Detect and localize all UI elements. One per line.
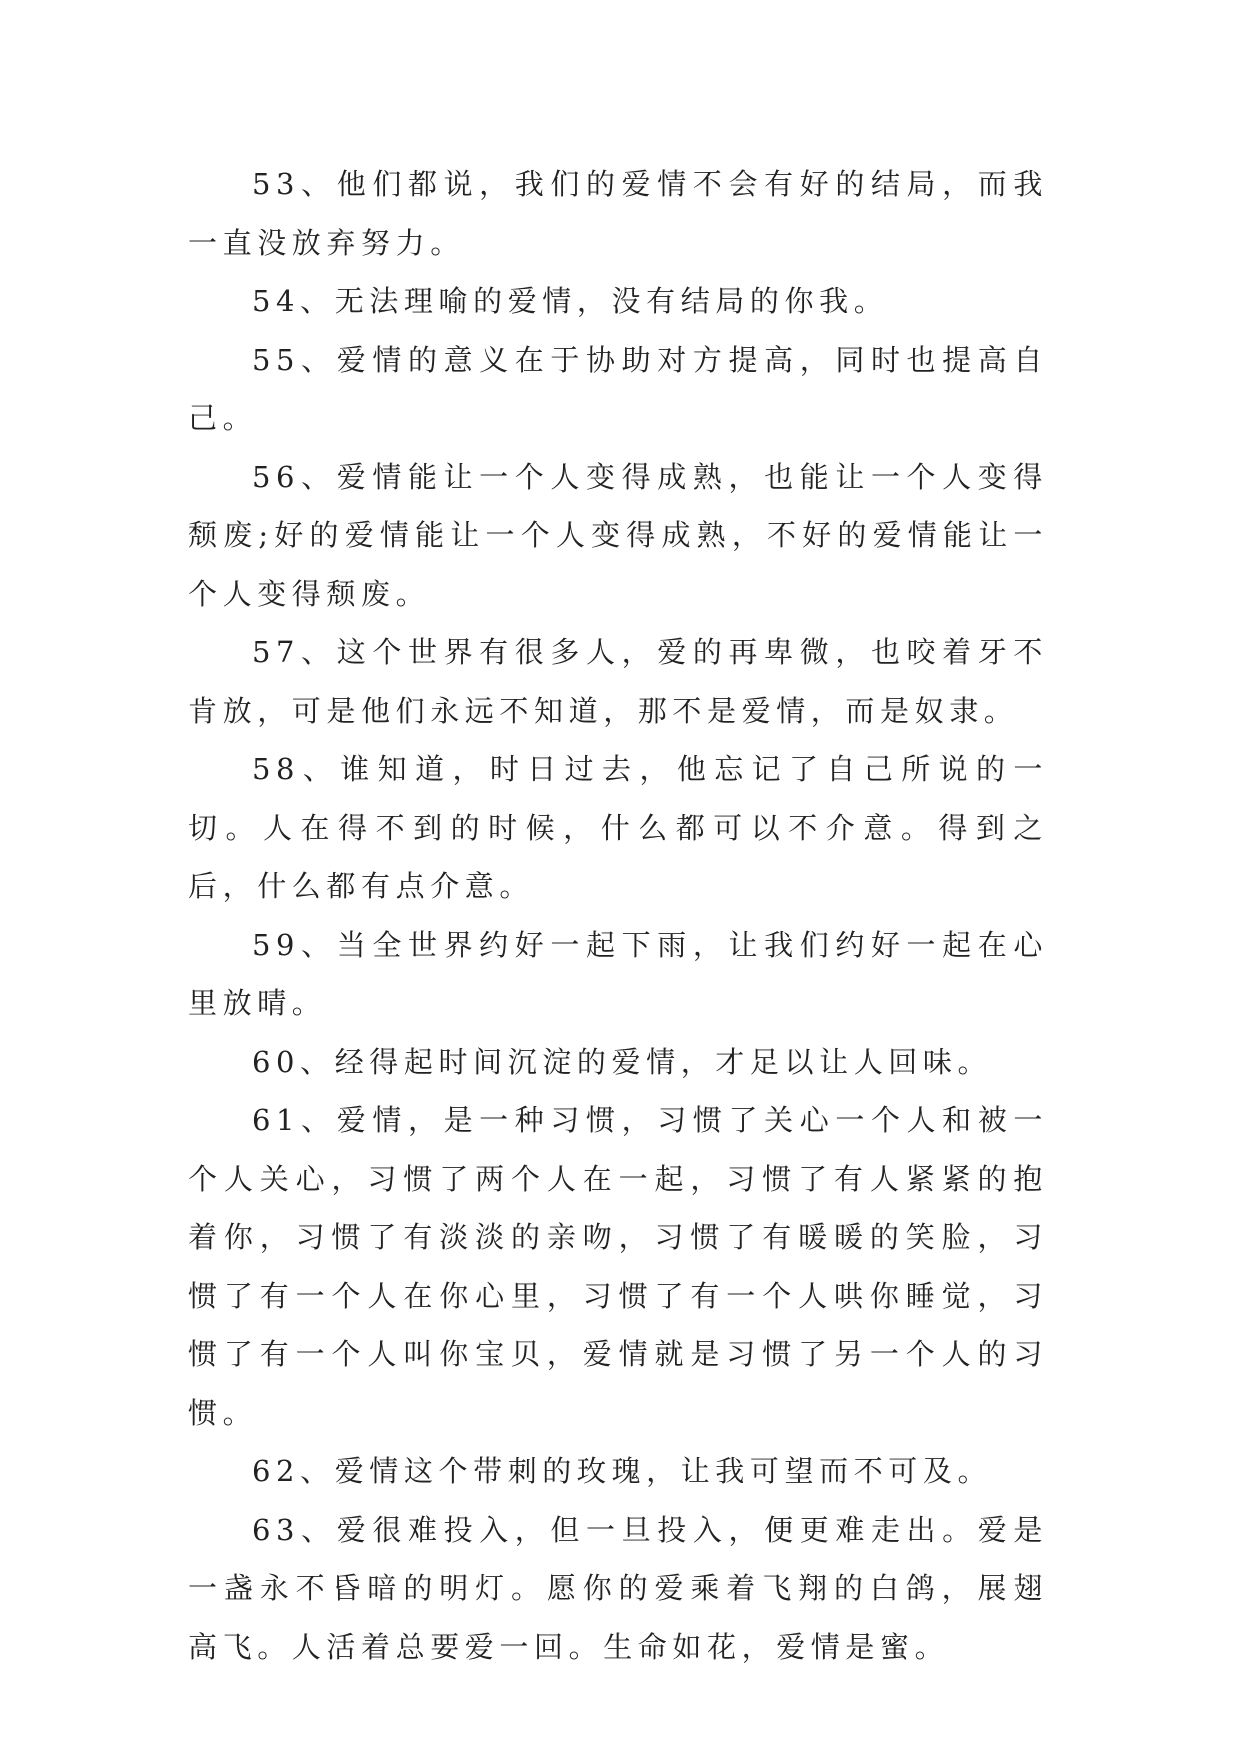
paragraph-61: 61、爱情，是一种习惯，习惯了关心一个人和被一个人关心，习惯了两个人在一起，习惯了有人紧紧的抱着你，习惯了有淡淡的亲吻，习惯了有暖暖的笑脸，习惯了有一个人在你心里，习惯了有一个人哄你睡觉，习惯了有一个人叫你宝贝，爱情就是习惯了另一个人的习惯。 — [188, 1103, 1048, 1430]
paragraph-58: 58、谁知道，时日过去，他忘记了自己所说的一切。人在得不到的时候，什么都可以不介意。得到之后，什么都有点介意。 — [188, 752, 1048, 903]
paragraph-63: 63、爱很难投入，但一旦投入，便更难走出。爱是一盏永不昏暗的明灯。愿你的爱乘着飞翔的白鸽，展翅高飞。人活着总要爱一回。生命如花，爱情是蜜。 — [188, 1512, 1048, 1664]
paragraph-55: 55、爱情的意义在于协助对方提高，同时也提高自己。 — [188, 342, 1048, 435]
paragraph-56: 56、爱情能让一个人变得成熟，也能让一个人变得颓废;好的爱情能让一个人变得成熟，不好的爱情能让一个人变得颓废。 — [188, 459, 1048, 611]
paragraph-57: 57、这个世界有很多人，爱的再卑微，也咬着牙不肯放，可是他们永远不知道，那不是爱情，而是奴隶。 — [188, 635, 1048, 728]
paragraph-54: 54、无法理喻的爱情，没有结局的你我。 — [252, 284, 889, 318]
paragraph-62: 62、爱情这个带刺的玫瑰，让我可望而不可及。 — [252, 1454, 993, 1488]
paragraph-53: 53、他们都说，我们的爱情不会有好的结局，而我一直没放弃努力。 — [188, 167, 1048, 260]
paragraph-59: 59、当全世界约好一起下雨，让我们约好一起在心里放晴。 — [188, 927, 1048, 1020]
document-body — [188, 155, 1048, 1676]
paragraph-60: 60、经得起时间沉淀的爱情，才足以让人回味。 — [252, 1044, 993, 1079]
